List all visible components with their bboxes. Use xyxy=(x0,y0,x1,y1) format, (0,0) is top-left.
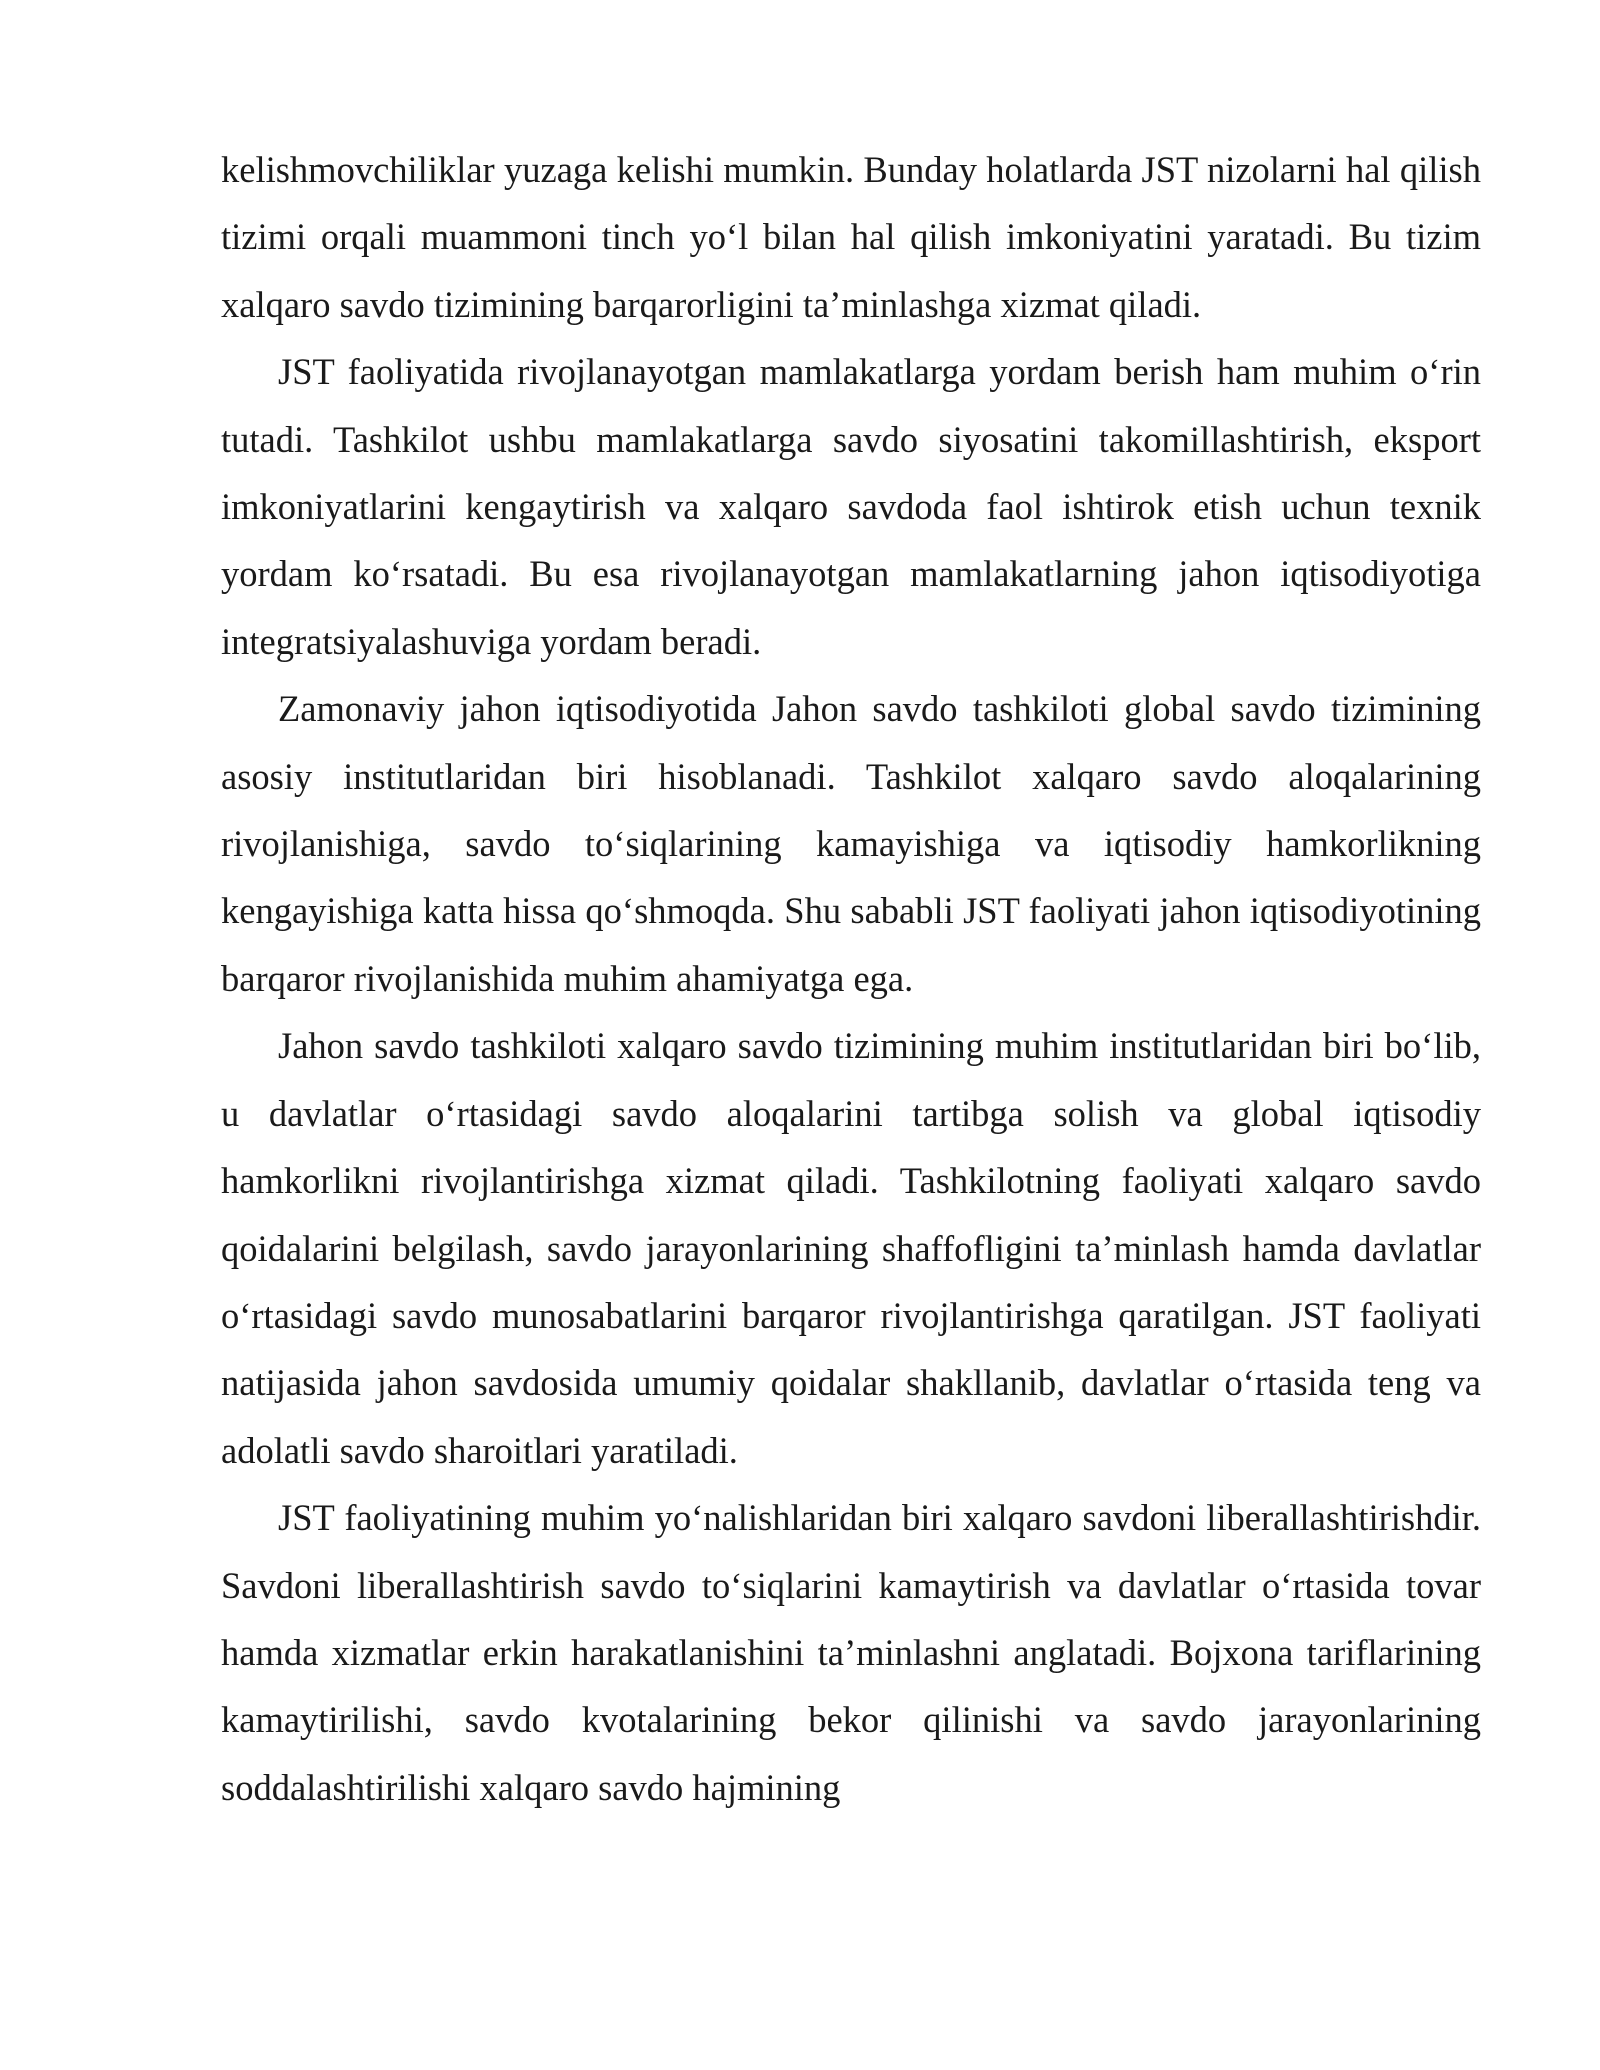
document-body xyxy=(221,136,1481,1821)
paragraph-continuation: kelishmovchiliklar yuzaga kelishi mumkin. Bunday holatlarda JST nizolarni hal qilish tizimi orqali muammoni tinch yo‘l bilan hal qilish imkoniyatini yaratadi. Bu tizim xalqaro savdo tizimining barqarorligini ta’minlashga xizmat qiladi. xyxy=(221,149,1481,325)
paragraph-global-institution: Zamonaviy jahon iqtisodiyotida Jahon savdo tashkiloti global savdo tizimining asosiy institutlaridan biri hisoblanadi. Tashkilot xalqaro savdo aloqalarining rivojlanishiga, savdo to‘siqlarining kamayishiga va iqtisodiy hamkorlikning kengayishiga katta hissa qo‘shmoqda. Shu sababli JST faoliyati jahon iqtisodiyotining barqaror rivojlanishida muhim ahamiyatga ega. xyxy=(221,688,1481,999)
paragraph-wto-role: Jahon savdo tashkiloti xalqaro savdo tizimining muhim institutlaridan biri bo‘lib, u davlatlar o‘rtasidagi savdo aloqalarini tartibga solish va global iqtisodiy hamkorlikni rivojlantirishga xizmat qiladi. Tashkilotning faoliyati xalqaro savdo qoidalarini belgilash, savdo jarayonlarining shaffofligini ta’minlash hamda davlatlar o‘rtasidagi savdo munosabatlarini barqaror rivojlantirishga qaratilgan. JST faoliyati natijasida jahon savdosida umumiy qoidalar shakllanib, davlatlar o‘rtasida teng va adolatli savdo sharoitlari yaratiladi. xyxy=(221,1025,1481,1471)
paragraph-liberalization: JST faoliyatining muhim yo‘nalishlaridan biri xalqaro savdoni liberallashtirishdir. Savdoni liberallashtirish savdo to‘siqlarini kamaytirish va davlatlar o‘rtasida tovar hamda xizmatlar erkin harakatlanishini ta’minlashni anglatadi. Bojxona tariflarining kamaytirilishi, savdo kvotalarining bekor qilinishi va savdo jarayonlarining soddalashtirilishi xalqaro savdo hajmining xyxy=(221,1497,1481,1808)
paragraph-developing-countries: JST faoliyatida rivojlanayotgan mamlakatlarga yordam berish ham muhim o‘rin tutadi. Tashkilot ushbu mamlakatlarga savdo siyosatini takomillashtirish, eksport imkoniyatlarini kengaytirish va xalqaro savdoda faol ishtirok etish uchun texnik yordam ko‘rsatadi. Bu esa rivojlanayotgan mamlakatlarning jahon iqtisodiyotiga integratsiyalashuviga yordam beradi. xyxy=(221,351,1481,662)
